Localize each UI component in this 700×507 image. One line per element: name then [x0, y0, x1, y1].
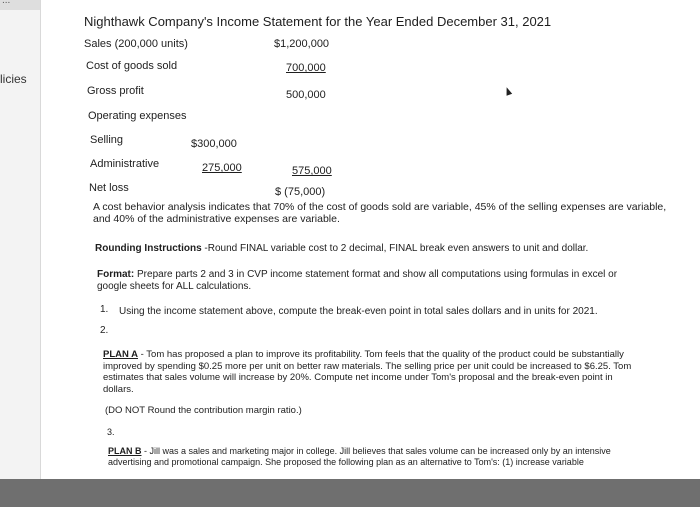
- page-title: Nighthawk Company's Income Statement for the Year Ended December 31, 2021: [84, 14, 552, 29]
- question-1-number: 1.: [100, 304, 109, 315]
- bottom-bar: [0, 479, 700, 507]
- plan-a-paragraph: [103, 349, 643, 395]
- admin-label: Administrative: [90, 158, 160, 170]
- plan-b-label: PLAN B: [108, 446, 142, 456]
- cogs-value: 700,000: [286, 62, 326, 74]
- cost-behavior-paragraph: A cost behavior analysis indicates that 70% of the cost of goods sold are variable, 45% of the selling expenses are variable, and 40% of the administrative expenses are variable.: [93, 201, 667, 225]
- gross-profit-label: Gross profit: [87, 85, 144, 97]
- selling-value: $300,000: [191, 138, 237, 150]
- sidebar-item-policies[interactable]: licies: [0, 72, 27, 86]
- sales-label: Sales (200,000 units): [84, 38, 188, 50]
- plan-b-text: - Jill was a sales and marketing major in college. Jill believes that sales volume can be increased only by an intensive advertising and promotional campaign. She proposed the following plan as an alternative to Tom's: (1) increase variable: [108, 446, 611, 467]
- format-heading: Format:: [97, 269, 135, 280]
- format-instructions: [97, 269, 637, 293]
- cogs-label: Cost of goods sold: [86, 60, 178, 72]
- net-loss-label: Net loss: [89, 182, 129, 194]
- opex-total-value: 575,000: [292, 165, 332, 177]
- plan-a-label: PLAN A: [103, 349, 139, 360]
- admin-value: 275,000: [202, 162, 242, 174]
- rounding-instructions: [95, 243, 670, 255]
- question-2-number: 2.: [100, 325, 109, 336]
- sidebar-top-strip: [0, 0, 40, 10]
- sidebar-top-label: ...: [2, 0, 11, 6]
- sales-value: $1,200,000: [274, 38, 330, 50]
- rounding-heading: Rounding Instructions: [95, 243, 202, 254]
- question-1-text: Using the income statement above, compute the break-even point in total sales dollars and in units for 2021.: [119, 306, 598, 317]
- format-text: Prepare parts 2 and 3 in CVP income statement format and show all computations using formulas in excel or google sheets for ALL calculations.: [97, 269, 618, 292]
- no-round-note: (DO NOT Round the contribution margin ratio.): [105, 405, 302, 416]
- mouse-cursor-icon: [504, 86, 512, 96]
- plan-b-paragraph: [108, 446, 638, 468]
- opex-label: Operating expenses: [88, 110, 187, 122]
- gross-profit-value: 500,000: [286, 89, 326, 101]
- rounding-text: -Round FINAL variable cost to 2 decimal, FINAL break even answers to unit and dollar.: [201, 243, 589, 254]
- sidebar: [0, 0, 41, 507]
- net-loss-value: $ (75,000): [275, 186, 326, 198]
- question-3-number: 3.: [107, 427, 115, 437]
- plan-a-text: - Tom has proposed a plan to improve its profitability. Tom feels that the quality of the product could be substantially improved by spending $0.25 more per unit on better raw materials. The selling price per unit could be increased to $6.25. Tom estimates that sales volume will increase by 20%. Compute net income under Tom's proposal and the break-even point in dollars.: [103, 349, 632, 395]
- selling-label: Selling: [90, 134, 124, 146]
